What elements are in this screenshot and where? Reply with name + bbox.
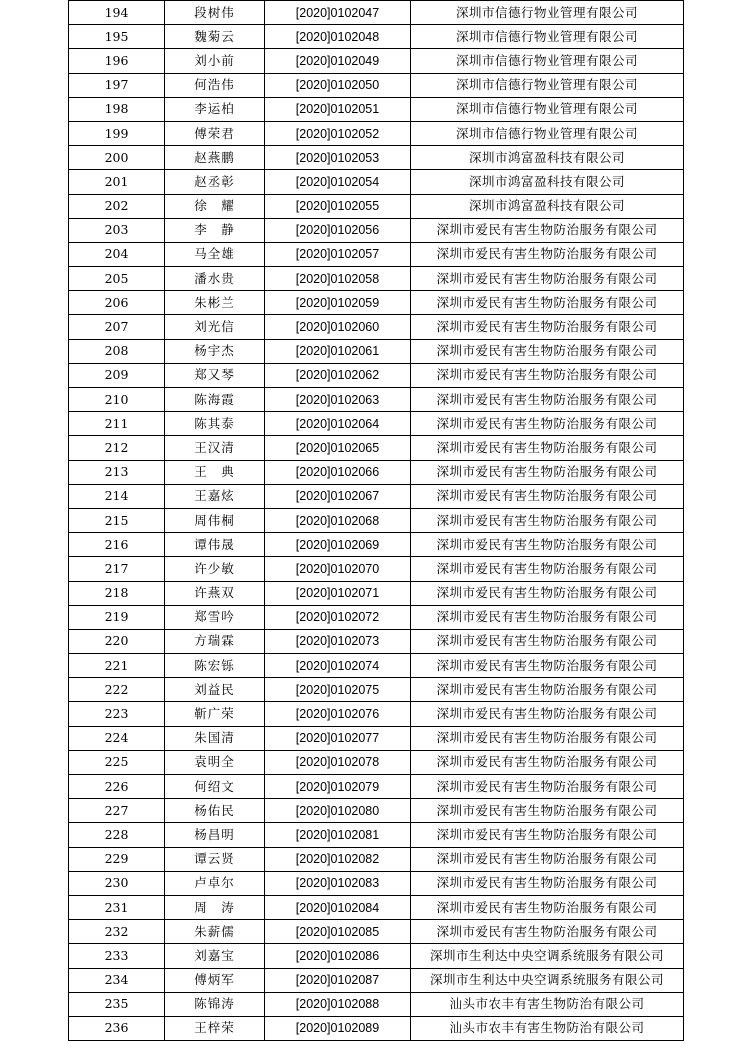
person-name-cell: 袁明全 (165, 750, 265, 774)
certificate-number-cell: [2020]0102083 (265, 871, 411, 895)
row-number-cell: 208 (69, 339, 165, 363)
person-name-cell: 陈其泰 (165, 412, 265, 436)
company-name-cell: 深圳市信德行物业管理有限公司 (411, 73, 684, 97)
company-name-cell: 深圳市鸿富盈科技有限公司 (411, 170, 684, 194)
certificate-number-cell: [2020]0102051 (265, 97, 411, 121)
company-name-cell: 深圳市爱民有害生物防治服务有限公司 (411, 920, 684, 944)
company-name-cell: 深圳市爱民有害生物防治服务有限公司 (411, 242, 684, 266)
company-name-cell: 深圳市爱民有害生物防治服务有限公司 (411, 388, 684, 412)
company-name-cell: 深圳市爱民有害生物防治服务有限公司 (411, 775, 684, 799)
row-number-cell: 211 (69, 412, 165, 436)
row-number-cell: 229 (69, 847, 165, 871)
person-name-cell: 王 典 (165, 460, 265, 484)
certificate-number-cell: [2020]0102089 (265, 1016, 411, 1040)
person-name-cell: 李运柏 (165, 97, 265, 121)
row-number-cell: 198 (69, 97, 165, 121)
table-row (69, 726, 684, 750)
table-row (69, 49, 684, 73)
certificate-number-cell: [2020]0102085 (265, 920, 411, 944)
company-name-cell: 深圳市爱民有害生物防治服务有限公司 (411, 363, 684, 387)
row-number-cell: 205 (69, 267, 165, 291)
table-row (69, 968, 684, 992)
certificate-number-cell: [2020]0102061 (265, 339, 411, 363)
row-number-cell: 228 (69, 823, 165, 847)
row-number-cell: 196 (69, 49, 165, 73)
row-number-cell: 217 (69, 557, 165, 581)
table-row (69, 339, 684, 363)
certificate-number-cell: [2020]0102052 (265, 121, 411, 145)
row-number-cell: 200 (69, 146, 165, 170)
person-name-cell: 赵丞彰 (165, 170, 265, 194)
table-row (69, 992, 684, 1016)
row-number-cell: 223 (69, 702, 165, 726)
company-name-cell: 深圳市爱民有害生物防治服务有限公司 (411, 218, 684, 242)
table-row (69, 218, 684, 242)
person-name-cell: 陈宏铄 (165, 654, 265, 678)
table-row (69, 460, 684, 484)
table-row (69, 533, 684, 557)
company-name-cell: 深圳市爱民有害生物防治服务有限公司 (411, 508, 684, 532)
certificate-number-cell: [2020]0102088 (265, 992, 411, 1016)
table-row (69, 363, 684, 387)
certificate-number-cell: [2020]0102087 (265, 968, 411, 992)
table-row (69, 871, 684, 895)
table-row (69, 678, 684, 702)
row-number-cell: 194 (69, 1, 165, 25)
table-row (69, 847, 684, 871)
row-number-cell: 202 (69, 194, 165, 218)
company-name-cell: 深圳市鸿富盈科技有限公司 (411, 194, 684, 218)
certificate-number-cell: [2020]0102055 (265, 194, 411, 218)
row-number-cell: 204 (69, 242, 165, 266)
person-name-cell: 许燕双 (165, 581, 265, 605)
company-name-cell: 深圳市爱民有害生物防治服务有限公司 (411, 702, 684, 726)
table-row (69, 581, 684, 605)
person-name-cell: 魏菊云 (165, 25, 265, 49)
row-number-cell: 216 (69, 533, 165, 557)
table-row (69, 557, 684, 581)
certificate-number-cell: [2020]0102060 (265, 315, 411, 339)
certificate-number-cell: [2020]0102073 (265, 629, 411, 653)
document-page (68, 0, 683, 1041)
person-name-cell: 傅炳军 (165, 968, 265, 992)
person-name-cell: 谭云贤 (165, 847, 265, 871)
certificate-number-cell: [2020]0102065 (265, 436, 411, 460)
certificate-number-cell: [2020]0102050 (265, 73, 411, 97)
person-name-cell: 王汉清 (165, 436, 265, 460)
row-number-cell: 233 (69, 944, 165, 968)
row-number-cell: 226 (69, 775, 165, 799)
person-name-cell: 杨佑民 (165, 799, 265, 823)
company-name-cell: 汕头市农丰有害生物防治有限公司 (411, 1016, 684, 1040)
table-row (69, 146, 684, 170)
row-number-cell: 225 (69, 750, 165, 774)
row-number-cell: 215 (69, 508, 165, 532)
row-number-cell: 209 (69, 363, 165, 387)
person-name-cell: 刘益民 (165, 678, 265, 702)
table-row (69, 73, 684, 97)
company-name-cell: 深圳市生利达中央空调系统服务有限公司 (411, 944, 684, 968)
table-row (69, 750, 684, 774)
certificate-number-cell: [2020]0102053 (265, 146, 411, 170)
row-number-cell: 230 (69, 871, 165, 895)
certificate-number-cell: [2020]0102086 (265, 944, 411, 968)
table-row (69, 823, 684, 847)
certificate-number-cell: [2020]0102069 (265, 533, 411, 557)
company-name-cell: 深圳市爱民有害生物防治服务有限公司 (411, 629, 684, 653)
certificate-number-cell: [2020]0102082 (265, 847, 411, 871)
table-row (69, 25, 684, 49)
row-number-cell: 231 (69, 895, 165, 919)
person-name-cell: 何浩伟 (165, 73, 265, 97)
certificate-number-cell: [2020]0102063 (265, 388, 411, 412)
table-row (69, 944, 684, 968)
row-number-cell: 220 (69, 629, 165, 653)
person-name-cell: 刘嘉宝 (165, 944, 265, 968)
person-name-cell: 郑雪吟 (165, 605, 265, 629)
certificate-number-cell: [2020]0102058 (265, 267, 411, 291)
person-name-cell: 朱国清 (165, 726, 265, 750)
row-number-cell: 212 (69, 436, 165, 460)
person-name-cell: 周伟桐 (165, 508, 265, 532)
table-row (69, 121, 684, 145)
row-number-cell: 210 (69, 388, 165, 412)
person-name-cell: 许少敏 (165, 557, 265, 581)
table-row (69, 484, 684, 508)
row-number-cell: 201 (69, 170, 165, 194)
row-number-cell: 221 (69, 654, 165, 678)
certificate-number-cell: [2020]0102064 (265, 412, 411, 436)
certificate-number-cell: [2020]0102076 (265, 702, 411, 726)
table-row (69, 267, 684, 291)
certificate-number-cell: [2020]0102072 (265, 605, 411, 629)
company-name-cell: 深圳市鸿富盈科技有限公司 (411, 146, 684, 170)
person-name-cell: 杨宇杰 (165, 339, 265, 363)
person-name-cell: 王梓荣 (165, 1016, 265, 1040)
company-name-cell: 深圳市爱民有害生物防治服务有限公司 (411, 678, 684, 702)
row-number-cell: 213 (69, 460, 165, 484)
person-name-cell: 徐 耀 (165, 194, 265, 218)
company-name-cell: 深圳市爱民有害生物防治服务有限公司 (411, 267, 684, 291)
row-number-cell: 214 (69, 484, 165, 508)
company-name-cell: 深圳市爱民有害生物防治服务有限公司 (411, 847, 684, 871)
company-name-cell: 深圳市爱民有害生物防治服务有限公司 (411, 581, 684, 605)
certificate-number-cell: [2020]0102080 (265, 799, 411, 823)
person-name-cell: 卢卓尔 (165, 871, 265, 895)
company-name-cell: 深圳市爱民有害生物防治服务有限公司 (411, 436, 684, 460)
person-name-cell: 陈海霞 (165, 388, 265, 412)
row-number-cell: 195 (69, 25, 165, 49)
certificate-number-cell: [2020]0102070 (265, 557, 411, 581)
certificate-number-cell: [2020]0102059 (265, 291, 411, 315)
certificate-number-cell: [2020]0102056 (265, 218, 411, 242)
company-name-cell: 深圳市信德行物业管理有限公司 (411, 49, 684, 73)
row-number-cell: 218 (69, 581, 165, 605)
company-name-cell: 深圳市生利达中央空调系统服务有限公司 (411, 968, 684, 992)
person-name-cell: 刘小前 (165, 49, 265, 73)
certificate-number-cell: [2020]0102054 (265, 170, 411, 194)
row-number-cell: 199 (69, 121, 165, 145)
company-name-cell: 深圳市爱民有害生物防治服务有限公司 (411, 895, 684, 919)
certificate-number-cell: [2020]0102049 (265, 49, 411, 73)
row-number-cell: 227 (69, 799, 165, 823)
person-name-cell: 王嘉炫 (165, 484, 265, 508)
company-name-cell: 深圳市信德行物业管理有限公司 (411, 121, 684, 145)
person-name-cell: 方瑞霖 (165, 629, 265, 653)
company-name-cell: 深圳市信德行物业管理有限公司 (411, 25, 684, 49)
row-number-cell: 207 (69, 315, 165, 339)
company-name-cell: 深圳市爱民有害生物防治服务有限公司 (411, 871, 684, 895)
certificate-number-cell: [2020]0102057 (265, 242, 411, 266)
row-number-cell: 234 (69, 968, 165, 992)
table-row (69, 242, 684, 266)
person-name-cell: 朱彬兰 (165, 291, 265, 315)
row-number-cell: 224 (69, 726, 165, 750)
table-row (69, 654, 684, 678)
person-name-cell: 潘水贵 (165, 267, 265, 291)
certificate-number-cell: [2020]0102047 (265, 1, 411, 25)
person-name-cell: 段树伟 (165, 1, 265, 25)
company-name-cell: 深圳市信德行物业管理有限公司 (411, 1, 684, 25)
person-name-cell: 朱薪儒 (165, 920, 265, 944)
row-number-cell: 206 (69, 291, 165, 315)
person-name-cell: 谭伟晟 (165, 533, 265, 557)
person-name-cell: 傅荣君 (165, 121, 265, 145)
table-row (69, 1, 684, 25)
row-number-cell: 219 (69, 605, 165, 629)
certificate-table (68, 0, 684, 1041)
company-name-cell: 深圳市爱民有害生物防治服务有限公司 (411, 460, 684, 484)
certificate-number-cell: [2020]0102067 (265, 484, 411, 508)
person-name-cell: 马全雄 (165, 242, 265, 266)
table-row (69, 1016, 684, 1040)
company-name-cell: 深圳市爱民有害生物防治服务有限公司 (411, 291, 684, 315)
table-row (69, 895, 684, 919)
certificate-number-cell: [2020]0102077 (265, 726, 411, 750)
table-row (69, 291, 684, 315)
company-name-cell: 深圳市信德行物业管理有限公司 (411, 97, 684, 121)
certificate-number-cell: [2020]0102075 (265, 678, 411, 702)
row-number-cell: 197 (69, 73, 165, 97)
table-row (69, 775, 684, 799)
company-name-cell: 深圳市爱民有害生物防治服务有限公司 (411, 726, 684, 750)
row-number-cell: 235 (69, 992, 165, 1016)
table-row (69, 436, 684, 460)
table-row (69, 629, 684, 653)
company-name-cell: 深圳市爱民有害生物防治服务有限公司 (411, 315, 684, 339)
table-row (69, 388, 684, 412)
company-name-cell: 深圳市爱民有害生物防治服务有限公司 (411, 799, 684, 823)
row-number-cell: 236 (69, 1016, 165, 1040)
company-name-cell: 深圳市爱民有害生物防治服务有限公司 (411, 533, 684, 557)
table-row (69, 412, 684, 436)
company-name-cell: 深圳市爱民有害生物防治服务有限公司 (411, 654, 684, 678)
table-row (69, 702, 684, 726)
person-name-cell: 赵燕鹏 (165, 146, 265, 170)
company-name-cell: 深圳市爱民有害生物防治服务有限公司 (411, 339, 684, 363)
certificate-number-cell: [2020]0102079 (265, 775, 411, 799)
certificate-number-cell: [2020]0102062 (265, 363, 411, 387)
company-name-cell: 深圳市爱民有害生物防治服务有限公司 (411, 557, 684, 581)
company-name-cell: 汕头市农丰有害生物防治有限公司 (411, 992, 684, 1016)
person-name-cell: 陈锦涛 (165, 992, 265, 1016)
table-row (69, 799, 684, 823)
row-number-cell: 222 (69, 678, 165, 702)
company-name-cell: 深圳市爱民有害生物防治服务有限公司 (411, 605, 684, 629)
company-name-cell: 深圳市爱民有害生物防治服务有限公司 (411, 750, 684, 774)
row-number-cell: 203 (69, 218, 165, 242)
company-name-cell: 深圳市爱民有害生物防治服务有限公司 (411, 484, 684, 508)
certificate-number-cell: [2020]0102074 (265, 654, 411, 678)
person-name-cell: 何绍文 (165, 775, 265, 799)
table-row (69, 315, 684, 339)
person-name-cell: 杨昌明 (165, 823, 265, 847)
person-name-cell: 靳广荣 (165, 702, 265, 726)
person-name-cell: 李 静 (165, 218, 265, 242)
table-row (69, 920, 684, 944)
table-row (69, 170, 684, 194)
certificate-number-cell: [2020]0102068 (265, 508, 411, 532)
company-name-cell: 深圳市爱民有害生物防治服务有限公司 (411, 412, 684, 436)
table-row (69, 97, 684, 121)
company-name-cell: 深圳市爱民有害生物防治服务有限公司 (411, 823, 684, 847)
certificate-number-cell: [2020]0102071 (265, 581, 411, 605)
table-body (69, 1, 684, 1041)
certificate-number-cell: [2020]0102066 (265, 460, 411, 484)
certificate-number-cell: [2020]0102078 (265, 750, 411, 774)
person-name-cell: 郑又琴 (165, 363, 265, 387)
table-row (69, 605, 684, 629)
row-number-cell: 232 (69, 920, 165, 944)
table-row (69, 508, 684, 532)
certificate-number-cell: [2020]0102048 (265, 25, 411, 49)
person-name-cell: 刘光信 (165, 315, 265, 339)
table-row (69, 194, 684, 218)
person-name-cell: 周 涛 (165, 895, 265, 919)
certificate-number-cell: [2020]0102081 (265, 823, 411, 847)
certificate-number-cell: [2020]0102084 (265, 895, 411, 919)
